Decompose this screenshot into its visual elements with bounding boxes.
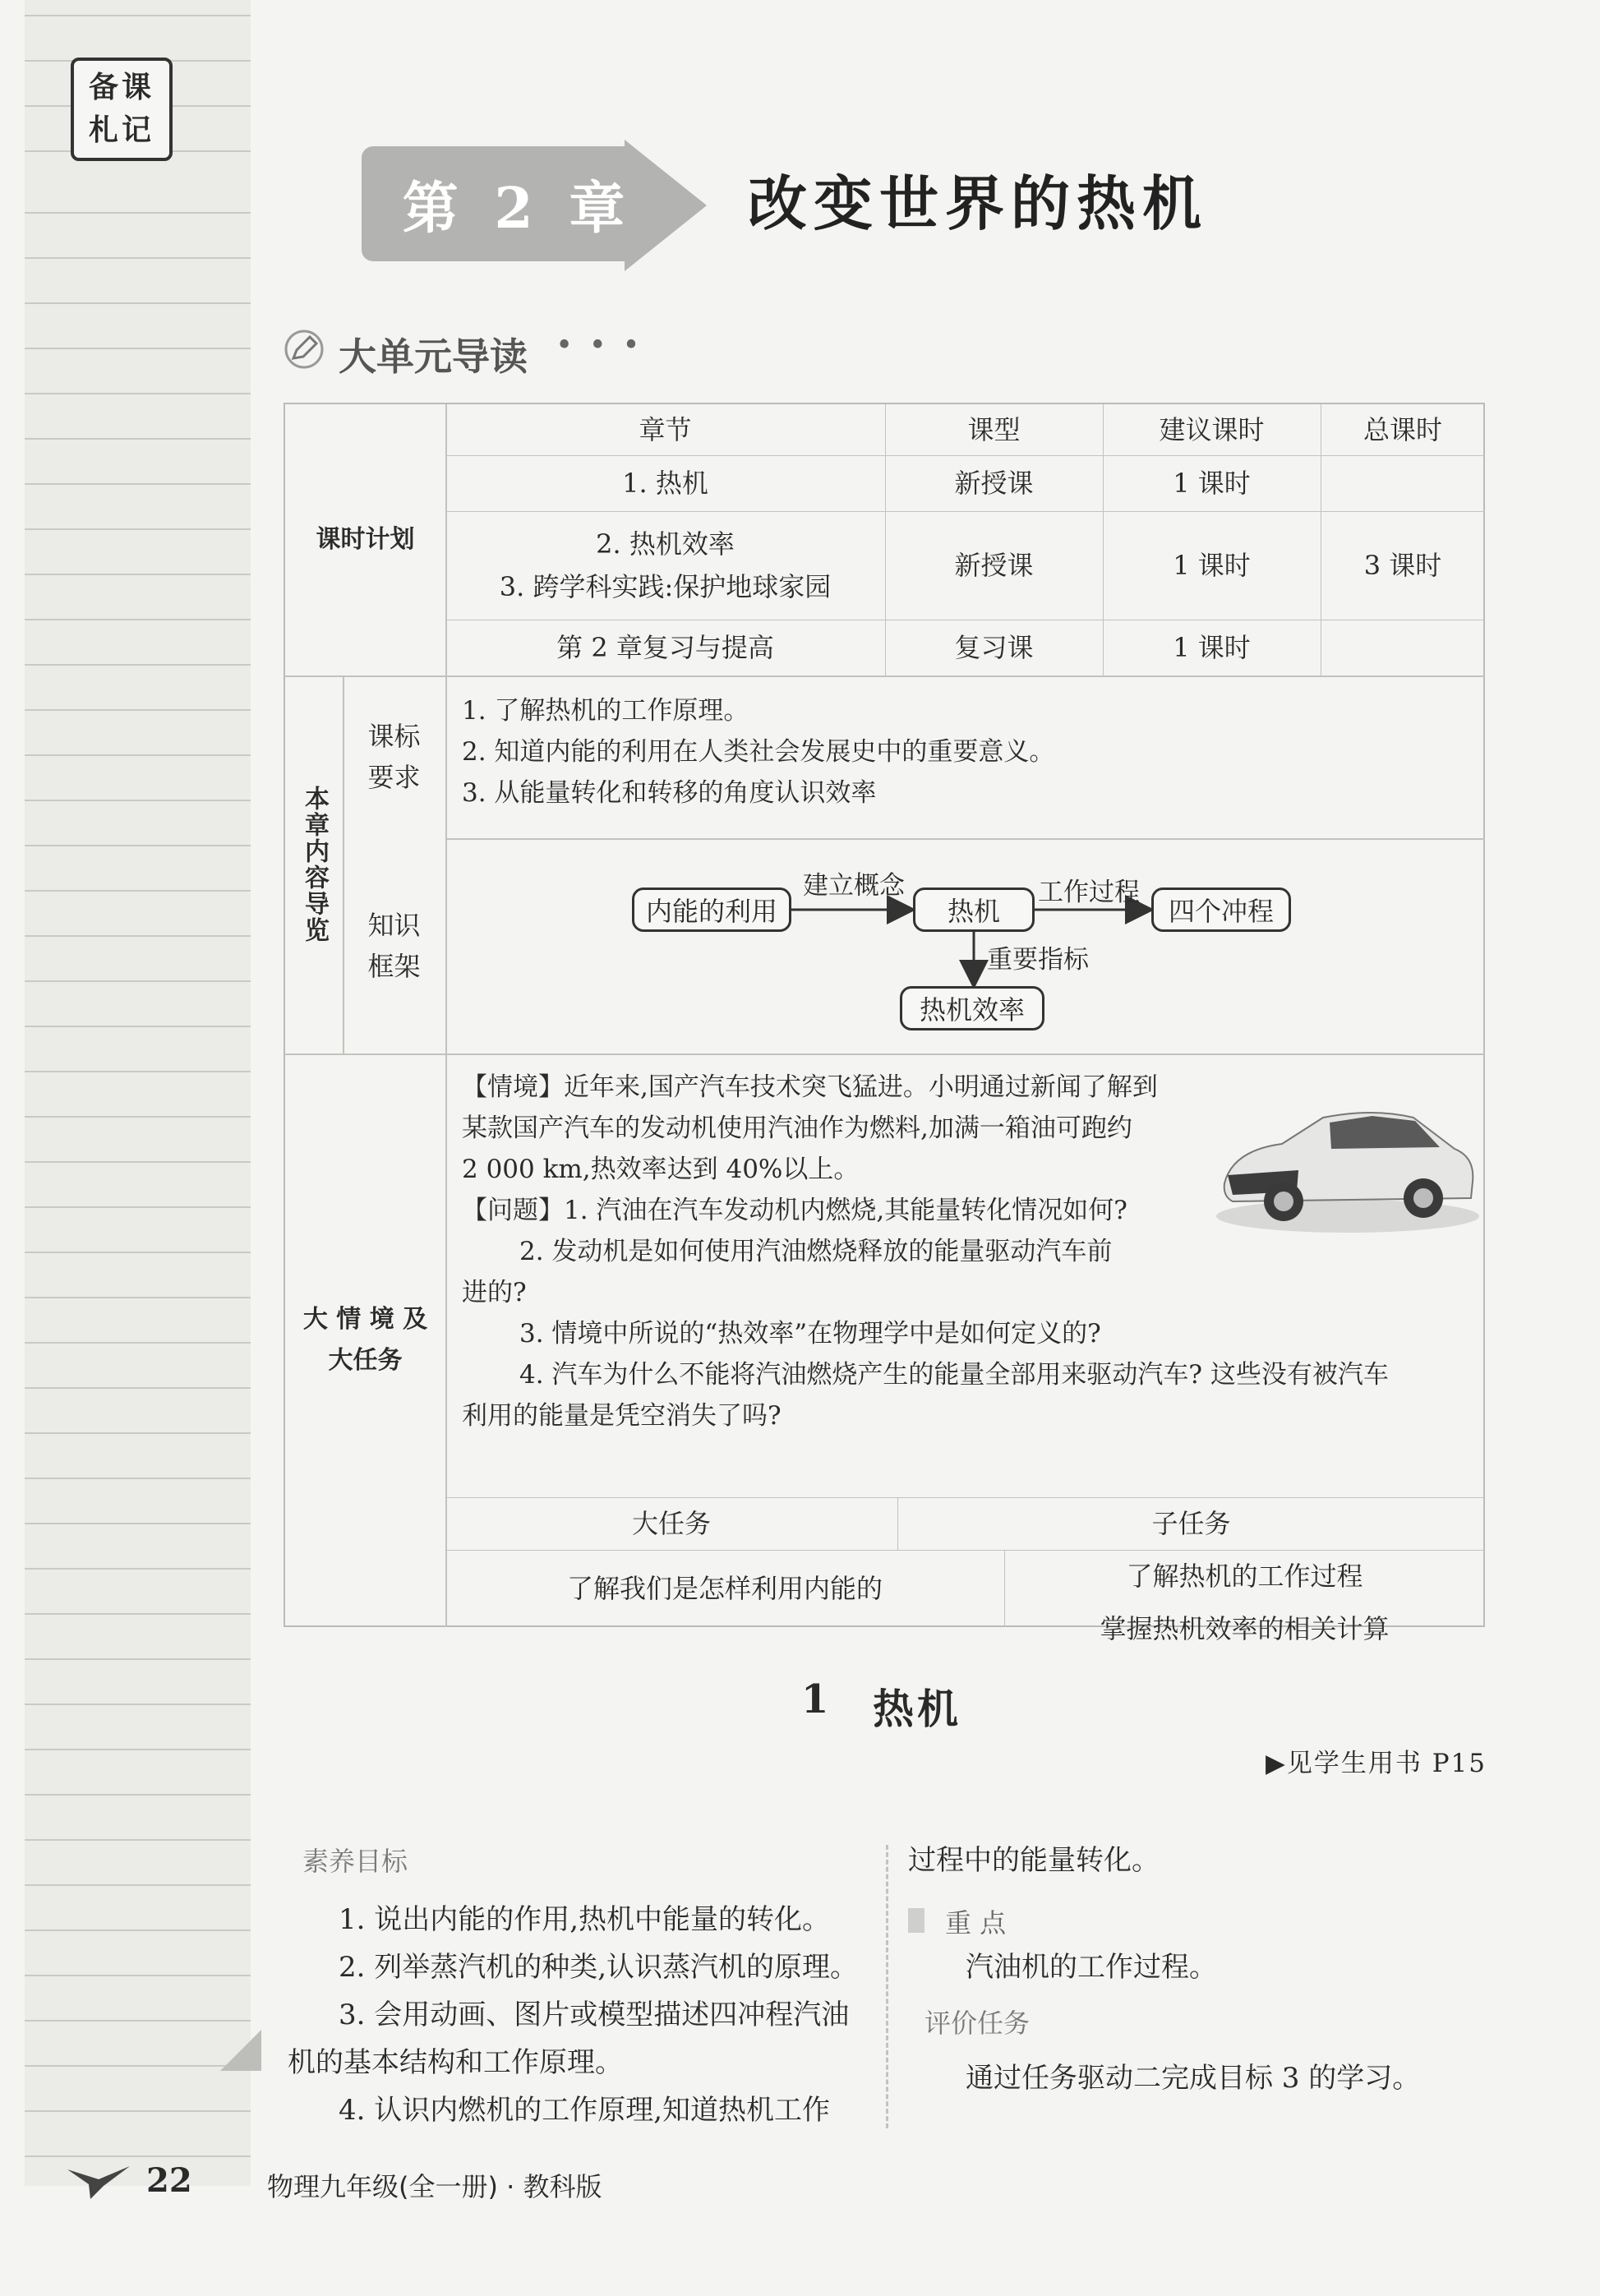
plan-row-2-hours: 1 课时 <box>1173 550 1251 581</box>
plan-row-3-section: 第 2 章复习与提高 <box>556 632 774 663</box>
framework-label-line2: 框架 <box>367 951 421 982</box>
question-line-2: 2. 发动机是如何使用汽油燃烧释放的能量驱动汽车前 <box>519 1237 1113 1266</box>
task-row-label <box>285 1053 445 1627</box>
scenario-line-1: 【情境】近年来,国产汽车技术突飞猛进。小明通过新闻了解到 <box>462 1072 1158 1102</box>
plan-row-3-hours: 1 课时 <box>1173 632 1251 663</box>
plan-header-hours: 建议课时 <box>1159 414 1265 445</box>
question-line-4b: 利用的能量是凭空消失了吗? <box>462 1401 782 1431</box>
goal-3: 3. 会用动画、图片或模型描述四冲程汽油 <box>339 1999 850 2031</box>
key-marker-icon <box>908 1908 924 1933</box>
goals-heading: 素养目标 <box>302 1846 408 1877</box>
plan-row-1-section: 1. 热机 <box>622 468 708 499</box>
edge-label-process: 工作过程 <box>1038 878 1140 907</box>
requirement-3: 3. 从能量转化和转移的角度认识效率 <box>462 778 877 808</box>
plan-row-1-hours: 1 课时 <box>1173 468 1251 499</box>
plan-row-2-line1: 2. 热机效率 <box>596 528 735 560</box>
plan-header-type: 课型 <box>967 414 1021 445</box>
goal-2: 2. 列举蒸汽机的种类,认识蒸汽机的原理。 <box>339 1951 859 1984</box>
section-title: 大单元导读 <box>339 334 528 379</box>
goal-4: 4. 认识内燃机的工作原理,知道热机工作 <box>339 2094 831 2127</box>
plan-row-label: 课时计划 <box>316 525 415 554</box>
big-task: 了解我们是怎样利用内能的 <box>566 1573 883 1604</box>
goal-4-cont: 过程中的能量转化。 <box>908 1844 1160 1877</box>
notes-badge-line1: 备课 <box>88 71 154 104</box>
reference-arrow-icon: ▶ <box>1266 1749 1287 1778</box>
plan-row-3-type: 复习课 <box>954 632 1034 663</box>
plan-header-section: 章节 <box>639 414 692 445</box>
sub-task-header: 子任务 <box>1151 1508 1231 1539</box>
overview-table <box>284 403 1485 1644</box>
notes-badge <box>71 58 173 161</box>
task-row-label-line2: 大任务 <box>328 1346 403 1375</box>
question-line-1: 【问题】1. 汽油在汽车发动机内燃烧,其能量转化情况如何? <box>462 1196 1127 1225</box>
framework-label-line1: 知识 <box>367 910 421 941</box>
pencil-icon <box>284 329 325 370</box>
goal-3-cont: 机的基本结构和工作原理。 <box>288 2046 623 2079</box>
node-internal-energy-use: 内能的利用 <box>632 888 791 932</box>
plan-row-2-type: 新授课 <box>954 550 1034 581</box>
book-title: 物理九年级(全一册) · 教科版 <box>267 2171 602 2202</box>
scenario-line-2: 某款国产汽车的发动机使用汽油作为燃料,加满一箱油可跑约 <box>462 1113 1132 1143</box>
big-task-header: 大任务 <box>631 1508 711 1539</box>
node-four-strokes: 四个冲程 <box>1151 888 1291 932</box>
page-number: 22 <box>146 2161 192 2200</box>
plan-row-2-line2: 3. 跨学科实践:保护地球家园 <box>499 571 832 602</box>
requirements-label-line1: 课标 <box>367 721 421 752</box>
edge-label-concept: 建立概念 <box>803 871 905 901</box>
notes-badge-line2: 札记 <box>88 113 154 147</box>
student-book-reference <box>1266 1742 1487 1779</box>
key-text: 汽油机的工作过程。 <box>966 1951 1217 1984</box>
column-divider <box>886 1845 888 2128</box>
eval-text: 通过任务驱动二完成目标 3 的学习。 <box>966 2062 1421 2095</box>
section-dots: • • • <box>556 329 643 362</box>
plan-header-total: 总课时 <box>1363 414 1442 445</box>
lesson-title: 热机 <box>873 1685 961 1733</box>
node-engine-efficiency: 热机效率 <box>900 986 1044 1030</box>
question-line-2b: 进的? <box>462 1278 527 1307</box>
requirement-2: 2. 知道内能的利用在人类社会发展史中的重要意义。 <box>462 737 1055 767</box>
plan-row-1-type: 新授课 <box>954 468 1034 499</box>
reference-text: 见学生用书 P15 <box>1286 1749 1487 1778</box>
goal-1: 1. 说出内能的作用,热机中能量的转化。 <box>339 1903 831 1936</box>
page-corner-fold <box>220 2030 261 2071</box>
question-line-4: 4. 汽车为什么不能将汽油燃烧产生的能量全部用来驱动汽车? 这些没有被汽车 <box>519 1360 1389 1390</box>
notes-column <box>25 0 251 2186</box>
eval-heading: 评价任务 <box>924 2008 1031 2039</box>
question-line-3: 3. 情境中所说的“热效率”在物理学中是如何定义的? <box>519 1319 1101 1349</box>
car-image <box>1208 1085 1479 1241</box>
requirements-label-line2: 要求 <box>367 762 421 793</box>
node-heat-engine: 热机 <box>913 888 1035 932</box>
chapter-label: 第 2 章 <box>402 175 634 242</box>
edge-label-indicator: 重要指标 <box>987 945 1089 975</box>
plan-total: 3 课时 <box>1363 550 1442 581</box>
footer-bird-icon <box>66 2161 131 2202</box>
requirement-1: 1. 了解热机的工作原理。 <box>462 696 749 726</box>
sub-task-1: 了解热机的工作过程 <box>1126 1561 1363 1592</box>
scenario-line-3: 2 000 km,热效率达到 40%以上。 <box>462 1155 860 1184</box>
content-group-label: 本章内容导览 <box>300 786 329 943</box>
chapter-title: 改变世界的热机 <box>748 169 1209 238</box>
key-heading: 重 点 <box>945 1907 1007 1939</box>
task-row-label-line1: 大 情 境 及 <box>302 1305 428 1334</box>
sub-task-2: 掌握热机效率的相关计算 <box>1100 1613 1390 1644</box>
lesson-number: 1 <box>801 1676 829 1722</box>
framework-arrows <box>285 404 1485 1062</box>
